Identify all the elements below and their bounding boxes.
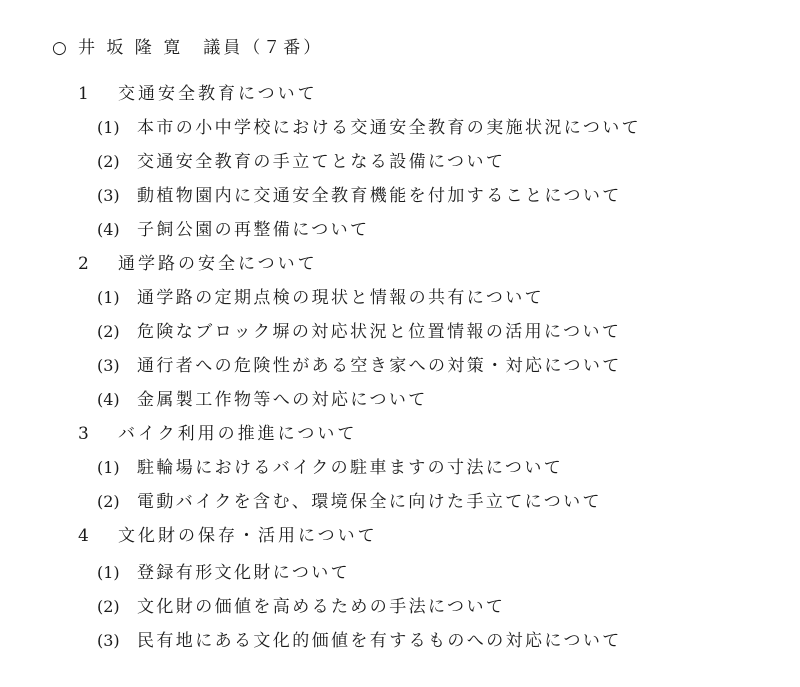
item-number: (2): [97, 492, 120, 511]
item-number: (3): [97, 356, 120, 375]
section-heading: [78, 525, 378, 547]
list-item: [97, 630, 622, 652]
item-text: 駐輪場におけるバイクの駐車ますの寸法について: [137, 458, 564, 478]
list-item: [97, 287, 544, 309]
item-number: (2): [97, 152, 120, 171]
item-text: 交通安全教育の手立てとなる設備について: [137, 152, 506, 172]
section-number: 4: [78, 526, 89, 546]
item-text: 動植物園内に交通安全教育機能を付加することについて: [137, 186, 622, 206]
list-item: [97, 117, 641, 139]
list-item: [97, 562, 350, 584]
list-item: [97, 596, 505, 618]
item-text: 危険なブロック塀の対応状況と位置情報の活用について: [137, 322, 622, 342]
section-heading: [78, 253, 318, 275]
item-number: (1): [97, 563, 120, 582]
section-heading: [78, 83, 318, 105]
list-item: [97, 185, 622, 207]
list-item: [97, 219, 369, 241]
item-number: (1): [97, 458, 120, 477]
item-text: 電動バイクを含む、環境保全に向けた手立てについて: [137, 492, 602, 512]
item-text: 文化財の価値を高めるための手法について: [137, 597, 506, 617]
item-number: (4): [97, 390, 120, 409]
item-number: (3): [97, 186, 120, 205]
item-text: 民有地にある文化的価値を有するものへの対応について: [137, 631, 622, 651]
list-item: [97, 457, 563, 479]
list-item: [97, 151, 505, 173]
circle-marker-icon: ○: [52, 38, 67, 58]
member-header: [52, 37, 323, 59]
item-text: 通行者への危険性がある空き家への対策・対応について: [137, 356, 622, 376]
item-text: 登録有形文化財について: [137, 563, 351, 583]
section-title: バイク利用の推進について: [118, 424, 358, 444]
item-text: 金属製工作物等への対応について: [137, 390, 428, 410]
section-number: 3: [78, 424, 89, 444]
section-title: 交通安全教育について: [118, 84, 318, 104]
list-item: [97, 355, 622, 377]
section-heading: [78, 423, 357, 445]
member-name-title: 井 坂 隆 寛 議員（７番）: [78, 38, 324, 58]
list-item: [97, 491, 602, 513]
item-number: (2): [97, 597, 120, 616]
item-number: (1): [97, 118, 120, 137]
item-number: (3): [97, 631, 120, 650]
item-text: 通学路の定期点検の現状と情報の共有について: [137, 288, 545, 308]
section-title: 通学路の安全について: [118, 254, 318, 274]
section-number: 1: [78, 84, 89, 104]
list-item: [97, 321, 621, 343]
item-text: 子飼公園の再整備について: [137, 220, 370, 240]
item-number: (2): [97, 322, 120, 341]
section-title: 文化財の保存・活用について: [118, 526, 378, 546]
item-number: (4): [97, 220, 120, 239]
item-text: 本市の小中学校における交通安全教育の実施状況について: [137, 118, 642, 138]
list-item: [97, 389, 428, 411]
item-number: (1): [97, 288, 120, 307]
section-number: 2: [78, 254, 89, 274]
